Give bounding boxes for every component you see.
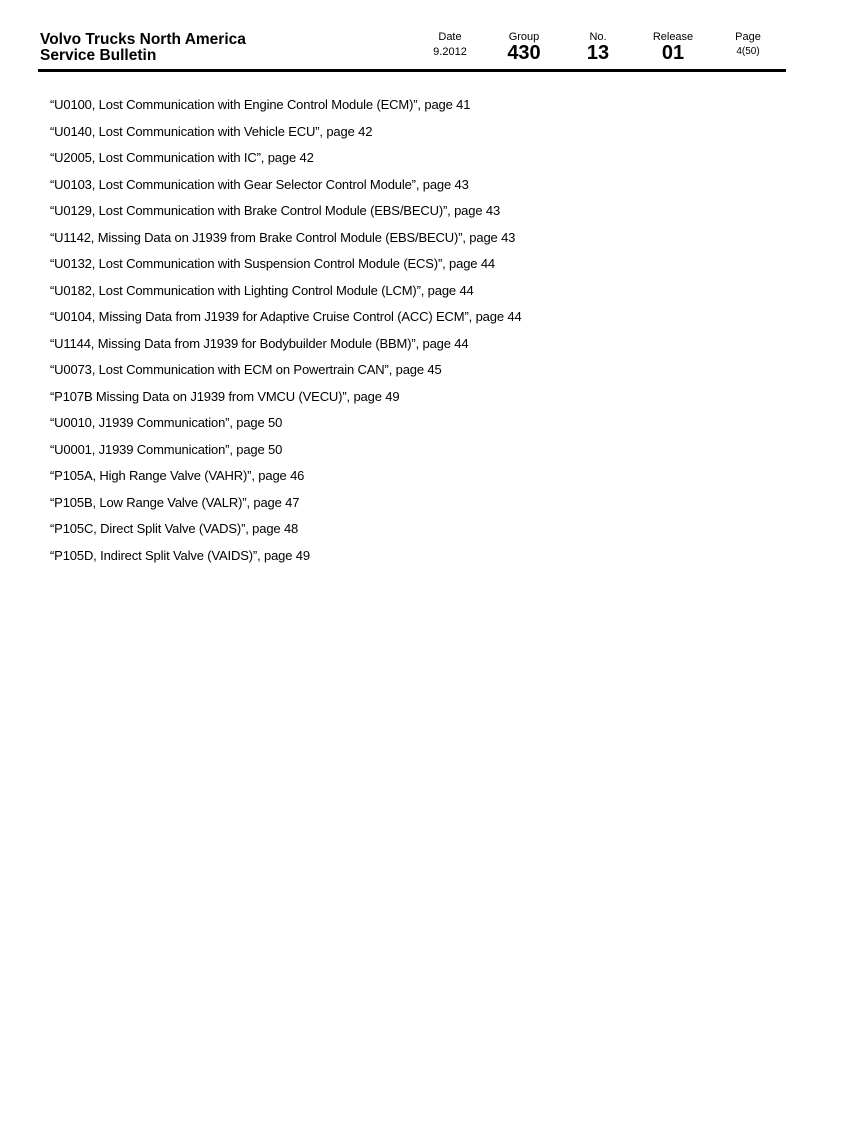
number-label: No. bbox=[589, 31, 607, 43]
reference-item[interactable]: “P107B Missing Data on J1939 from VMCU (VECU)”, page 49 bbox=[50, 388, 400, 404]
reference-item[interactable]: “U0103, Lost Communication with Gear Selector Control Module”, page 43 bbox=[50, 176, 469, 192]
reference-item[interactable]: “U2005, Lost Communication with IC”, page 42 bbox=[50, 150, 314, 165]
reference-item[interactable]: “U0182, Lost Communication with Lighting Control Module (LCM)”, page 44 bbox=[50, 282, 474, 298]
page-value: 4(50) bbox=[736, 46, 760, 57]
bulletin-type: Service Bulletin bbox=[40, 47, 157, 64]
reference-list bbox=[50, 92, 750, 569]
date-value: 9.2012 bbox=[433, 46, 467, 58]
reference-item[interactable]: “P105D, Indirect Split Valve (VAIDS)”, page 49 bbox=[50, 547, 310, 563]
number-value: 13 bbox=[586, 42, 610, 64]
org-name: Volvo Trucks North America bbox=[40, 31, 246, 48]
reference-item[interactable]: “P105A, High Range Valve (VAHR)”, page 46 bbox=[50, 468, 305, 483]
reference-item[interactable]: “U0132, Lost Communication with Suspension Control Module (ECS)”, page 44 bbox=[50, 256, 496, 271]
page-field bbox=[728, 30, 768, 59]
header-divider bbox=[38, 69, 786, 72]
reference-item[interactable]: “U1142, Missing Data on J1939 from Brake Control Module (EBS/BECU)”, page 43 bbox=[50, 229, 516, 245]
group-value: 430 bbox=[507, 42, 541, 64]
reference-item[interactable]: “U1144, Missing Data from J1939 for Bodybuilder Module (BBM)”, page 44 bbox=[50, 335, 469, 351]
reference-item[interactable]: “P105C, Direct Split Valve (VADS)”, page 48 bbox=[50, 521, 299, 536]
reference-item[interactable]: “U0129, Lost Communication with Brake Control Module (EBS/BECU)”, page 43 bbox=[50, 203, 501, 218]
date-label: Date bbox=[438, 31, 462, 43]
release-field bbox=[648, 30, 698, 63]
reference-item[interactable]: “U0010, J1939 Communication”, page 50 bbox=[50, 415, 283, 430]
number-field bbox=[578, 30, 618, 63]
organization-title bbox=[40, 32, 246, 64]
document-header bbox=[40, 30, 786, 72]
group-label: Group bbox=[508, 31, 540, 43]
reference-item[interactable]: “P105B, Low Range Valve (VALR)”, page 47 bbox=[50, 494, 300, 510]
release-label: Release bbox=[652, 31, 694, 43]
reference-item[interactable]: “U0104, Missing Data from J1939 for Adaptive Cruise Control (ACC) ECM”, page 44 bbox=[50, 309, 522, 324]
date-field bbox=[428, 30, 472, 59]
group-field bbox=[502, 30, 546, 63]
reference-item[interactable]: “U0073, Lost Communication with ECM on Powertrain CAN”, page 45 bbox=[50, 362, 442, 377]
reference-item[interactable]: “U0100, Lost Communication with Engine Control Module (ECM)”, page 41 bbox=[50, 97, 471, 112]
reference-item[interactable]: “U0140, Lost Communication with Vehicle ECU”, page 42 bbox=[50, 123, 373, 139]
page-label: Page bbox=[735, 31, 761, 43]
release-value: 01 bbox=[661, 42, 685, 64]
reference-item[interactable]: “U0001, J1939 Communication”, page 50 bbox=[50, 441, 283, 457]
